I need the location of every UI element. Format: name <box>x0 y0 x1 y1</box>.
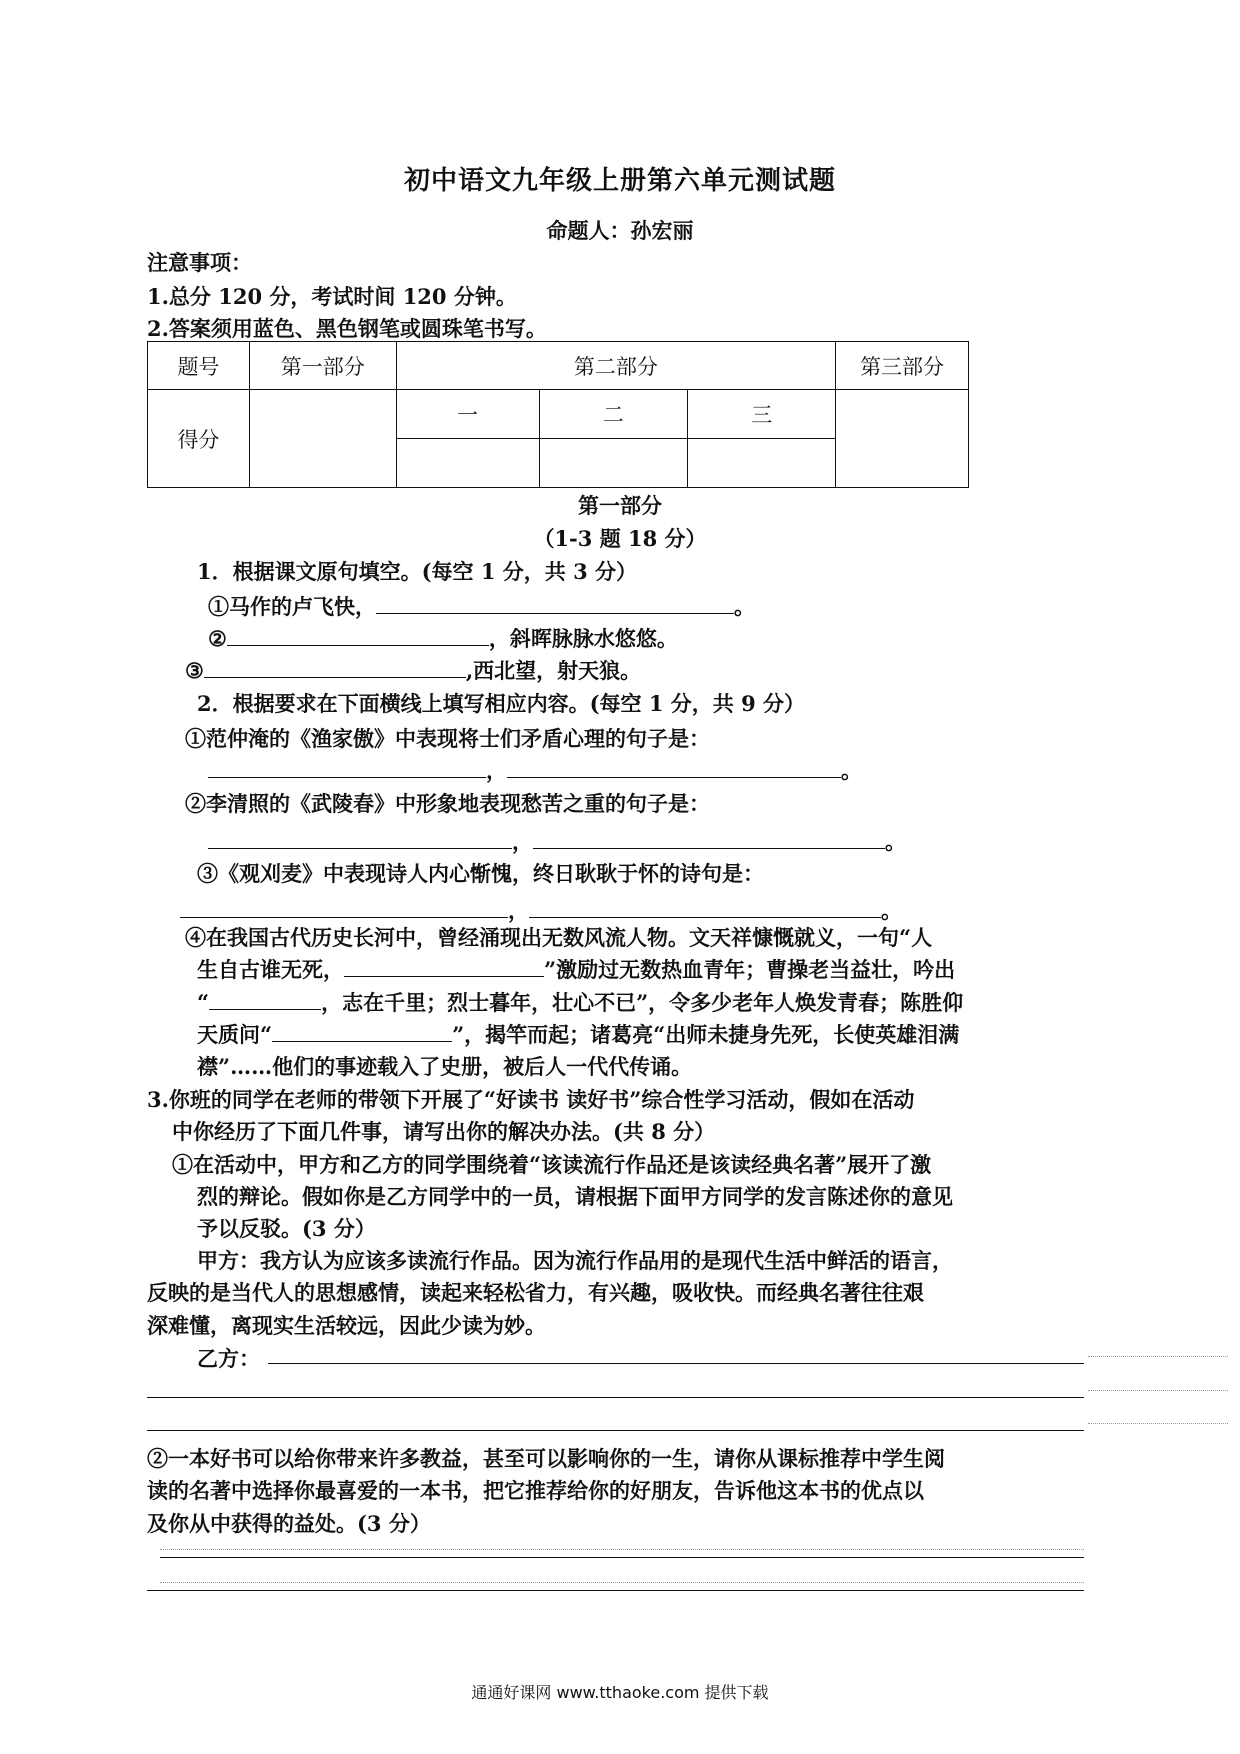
q2-c-answer: ， 。 <box>180 895 902 925</box>
dotted-guide <box>1088 1356 1228 1357</box>
q2-d-blank-3[interactable] <box>272 1021 452 1042</box>
q2-d-blank-2[interactable] <box>209 989 321 1010</box>
footer-source: 通通好课网 www.tthaoke.com 提供下载 <box>471 1683 769 1702</box>
part1-range: （1-3 题 18 分） <box>533 526 707 551</box>
header-question-number: 题号 <box>148 342 250 390</box>
q3-b-line1: ②一本好书可以给你带来许多教益，甚至可以影响你的一生，请你从课标推荐中学生阅 <box>147 1446 945 1471</box>
q2-item-d-line2: 生自古谁无死， ”激励过无数热血青年；曹操老当益壮，吟出 <box>197 957 956 982</box>
q2-stem: 2．根据要求在下面横线上填写相应内容。(每空 1 分，共 9 分） <box>197 691 806 716</box>
score-table <box>147 341 969 488</box>
author-line: 命题人：孙宏丽 <box>546 218 694 243</box>
dotted-guide <box>160 1549 1084 1550</box>
q3-yi-label: 乙方： <box>197 1346 260 1371</box>
sub-header-1: 一 <box>396 390 539 439</box>
q1-item-c: ③ ,西北望，射天狼。 <box>185 658 642 683</box>
dotted-guide <box>160 1582 1084 1583</box>
q2-b-blank-2[interactable] <box>533 828 885 849</box>
q1-item-b: ② ，斜晖脉脉水悠悠。 <box>208 626 678 651</box>
score-cell-part2-1[interactable] <box>396 439 539 488</box>
b-answer-line-1[interactable] <box>160 1557 1084 1558</box>
q2-item-d-line3: “ ，志在千里；烈士暮年，壮心不已”，令多少老年人焕发青春；陈胜仰 <box>197 990 964 1015</box>
yi-answer-line-1[interactable] <box>268 1363 1084 1364</box>
header-part3: 第三部分 <box>836 342 969 390</box>
q3-line1: 3.你班的同学在老师的带领下开展了“好读书 读好书”综合性学习活动，假如在活动 <box>147 1087 915 1112</box>
q2-a-blank-2[interactable] <box>507 757 841 778</box>
q3-a-line1: ①在活动中，甲方和乙方的同学围绕着“该读流行作品还是该读经典名著”展开了激 <box>172 1152 932 1177</box>
header-part1: 第一部分 <box>249 342 396 390</box>
q2-item-b: ②李清照的《武陵春》中形象地表现愁苦之重的句子是： <box>185 791 710 816</box>
q1-item-a: ①马作的卢飞快， 。 <box>208 594 755 619</box>
page-title: 初中语文九年级上册第六单元测试题 <box>403 166 836 196</box>
dotted-guide <box>1088 1423 1228 1424</box>
q3-a-line2: 烈的辩论。假如你是乙方同学中的一员，请根据下面甲方同学的发言陈述你的意见 <box>197 1184 953 1209</box>
score-row-label: 得分 <box>148 390 250 488</box>
score-cell-part2-2[interactable] <box>539 439 688 488</box>
q1-a-blank[interactable] <box>376 593 734 614</box>
q3-jia-line1: 甲方：我方认为应该多读流行作品。因为流行作品用的是现代生活中鲜活的语言， <box>197 1248 953 1273</box>
part1-heading: 第一部分 <box>578 493 662 518</box>
q2-item-c: ③《观刈麦》中表现诗人内心惭愧，终日耿耿于怀的诗句是： <box>197 861 764 886</box>
q1-stem: 1．根据课文原句填空。(每空 1 分，共 3 分） <box>197 559 638 584</box>
score-cell-part2-3[interactable] <box>688 439 836 488</box>
q3-b-line2: 读的名著中选择你最喜爱的一本书，把它推荐给你的好朋友，告诉他这本书的优点以 <box>147 1478 924 1503</box>
q2-a-answer: ， 。 <box>208 755 862 785</box>
q1-c-blank[interactable] <box>204 657 466 678</box>
header-part2: 第二部分 <box>396 342 835 390</box>
yi-answer-line-3[interactable] <box>147 1430 1084 1431</box>
q2-b-answer: ， 。 <box>208 826 906 856</box>
q2-item-d-line4: 天质问“ ”，揭竿而起；诸葛亮“出师未捷身先死，长使英雄泪满 <box>197 1022 960 1047</box>
q2-item-d-line1: ④在我国古代历史长河中，曾经涌现出无数风流人物。文天祥慷慨就义，一句“人 <box>185 925 933 950</box>
notes-heading: 注意事项： <box>147 250 252 275</box>
yi-answer-line-2[interactable] <box>147 1397 1084 1398</box>
notes-item-1: 1.总分 120 分，考试时间 120 分钟。 <box>147 284 517 309</box>
q2-b-blank-1[interactable] <box>208 828 512 849</box>
score-cell-part1[interactable] <box>249 390 396 488</box>
q2-item-d-line5: 襟”……他们的事迹载入了史册，被后人一代代传诵。 <box>197 1054 693 1079</box>
q2-a-blank-1[interactable] <box>208 757 486 778</box>
q3-jia-line3: 深难懂，离现实生活较远，因此少读为妙。 <box>147 1313 546 1338</box>
sub-header-2: 二 <box>539 390 688 439</box>
q2-c-blank-2[interactable] <box>529 897 881 918</box>
q3-line2: 中你经历了下面几件事，请写出你的解决办法。(共 8 分） <box>172 1119 716 1144</box>
q2-d-blank-1[interactable] <box>344 956 544 977</box>
sub-header-3: 三 <box>688 390 836 439</box>
q2-c-blank-1[interactable] <box>180 897 508 918</box>
q3-jia-line2: 反映的是当代人的思想感情，读起来轻松省力，有兴趣，吸收快。而经典名著往往艰 <box>147 1280 924 1305</box>
q2-item-a: ①范仲淹的《渔家傲》中表现将士们矛盾心理的句子是： <box>185 726 710 751</box>
score-cell-part3[interactable] <box>836 390 969 488</box>
b-answer-line-2[interactable] <box>147 1590 1084 1591</box>
q3-b-line3: 及你从中获得的益处。(3 分） <box>147 1511 431 1536</box>
q3-a-line3: 予以反驳。(3 分） <box>197 1216 376 1241</box>
notes-item-2: 2.答案须用蓝色、黑色钢笔或圆珠笔书写。 <box>147 316 547 341</box>
q1-b-blank[interactable] <box>227 625 489 646</box>
dotted-guide <box>1088 1390 1228 1391</box>
